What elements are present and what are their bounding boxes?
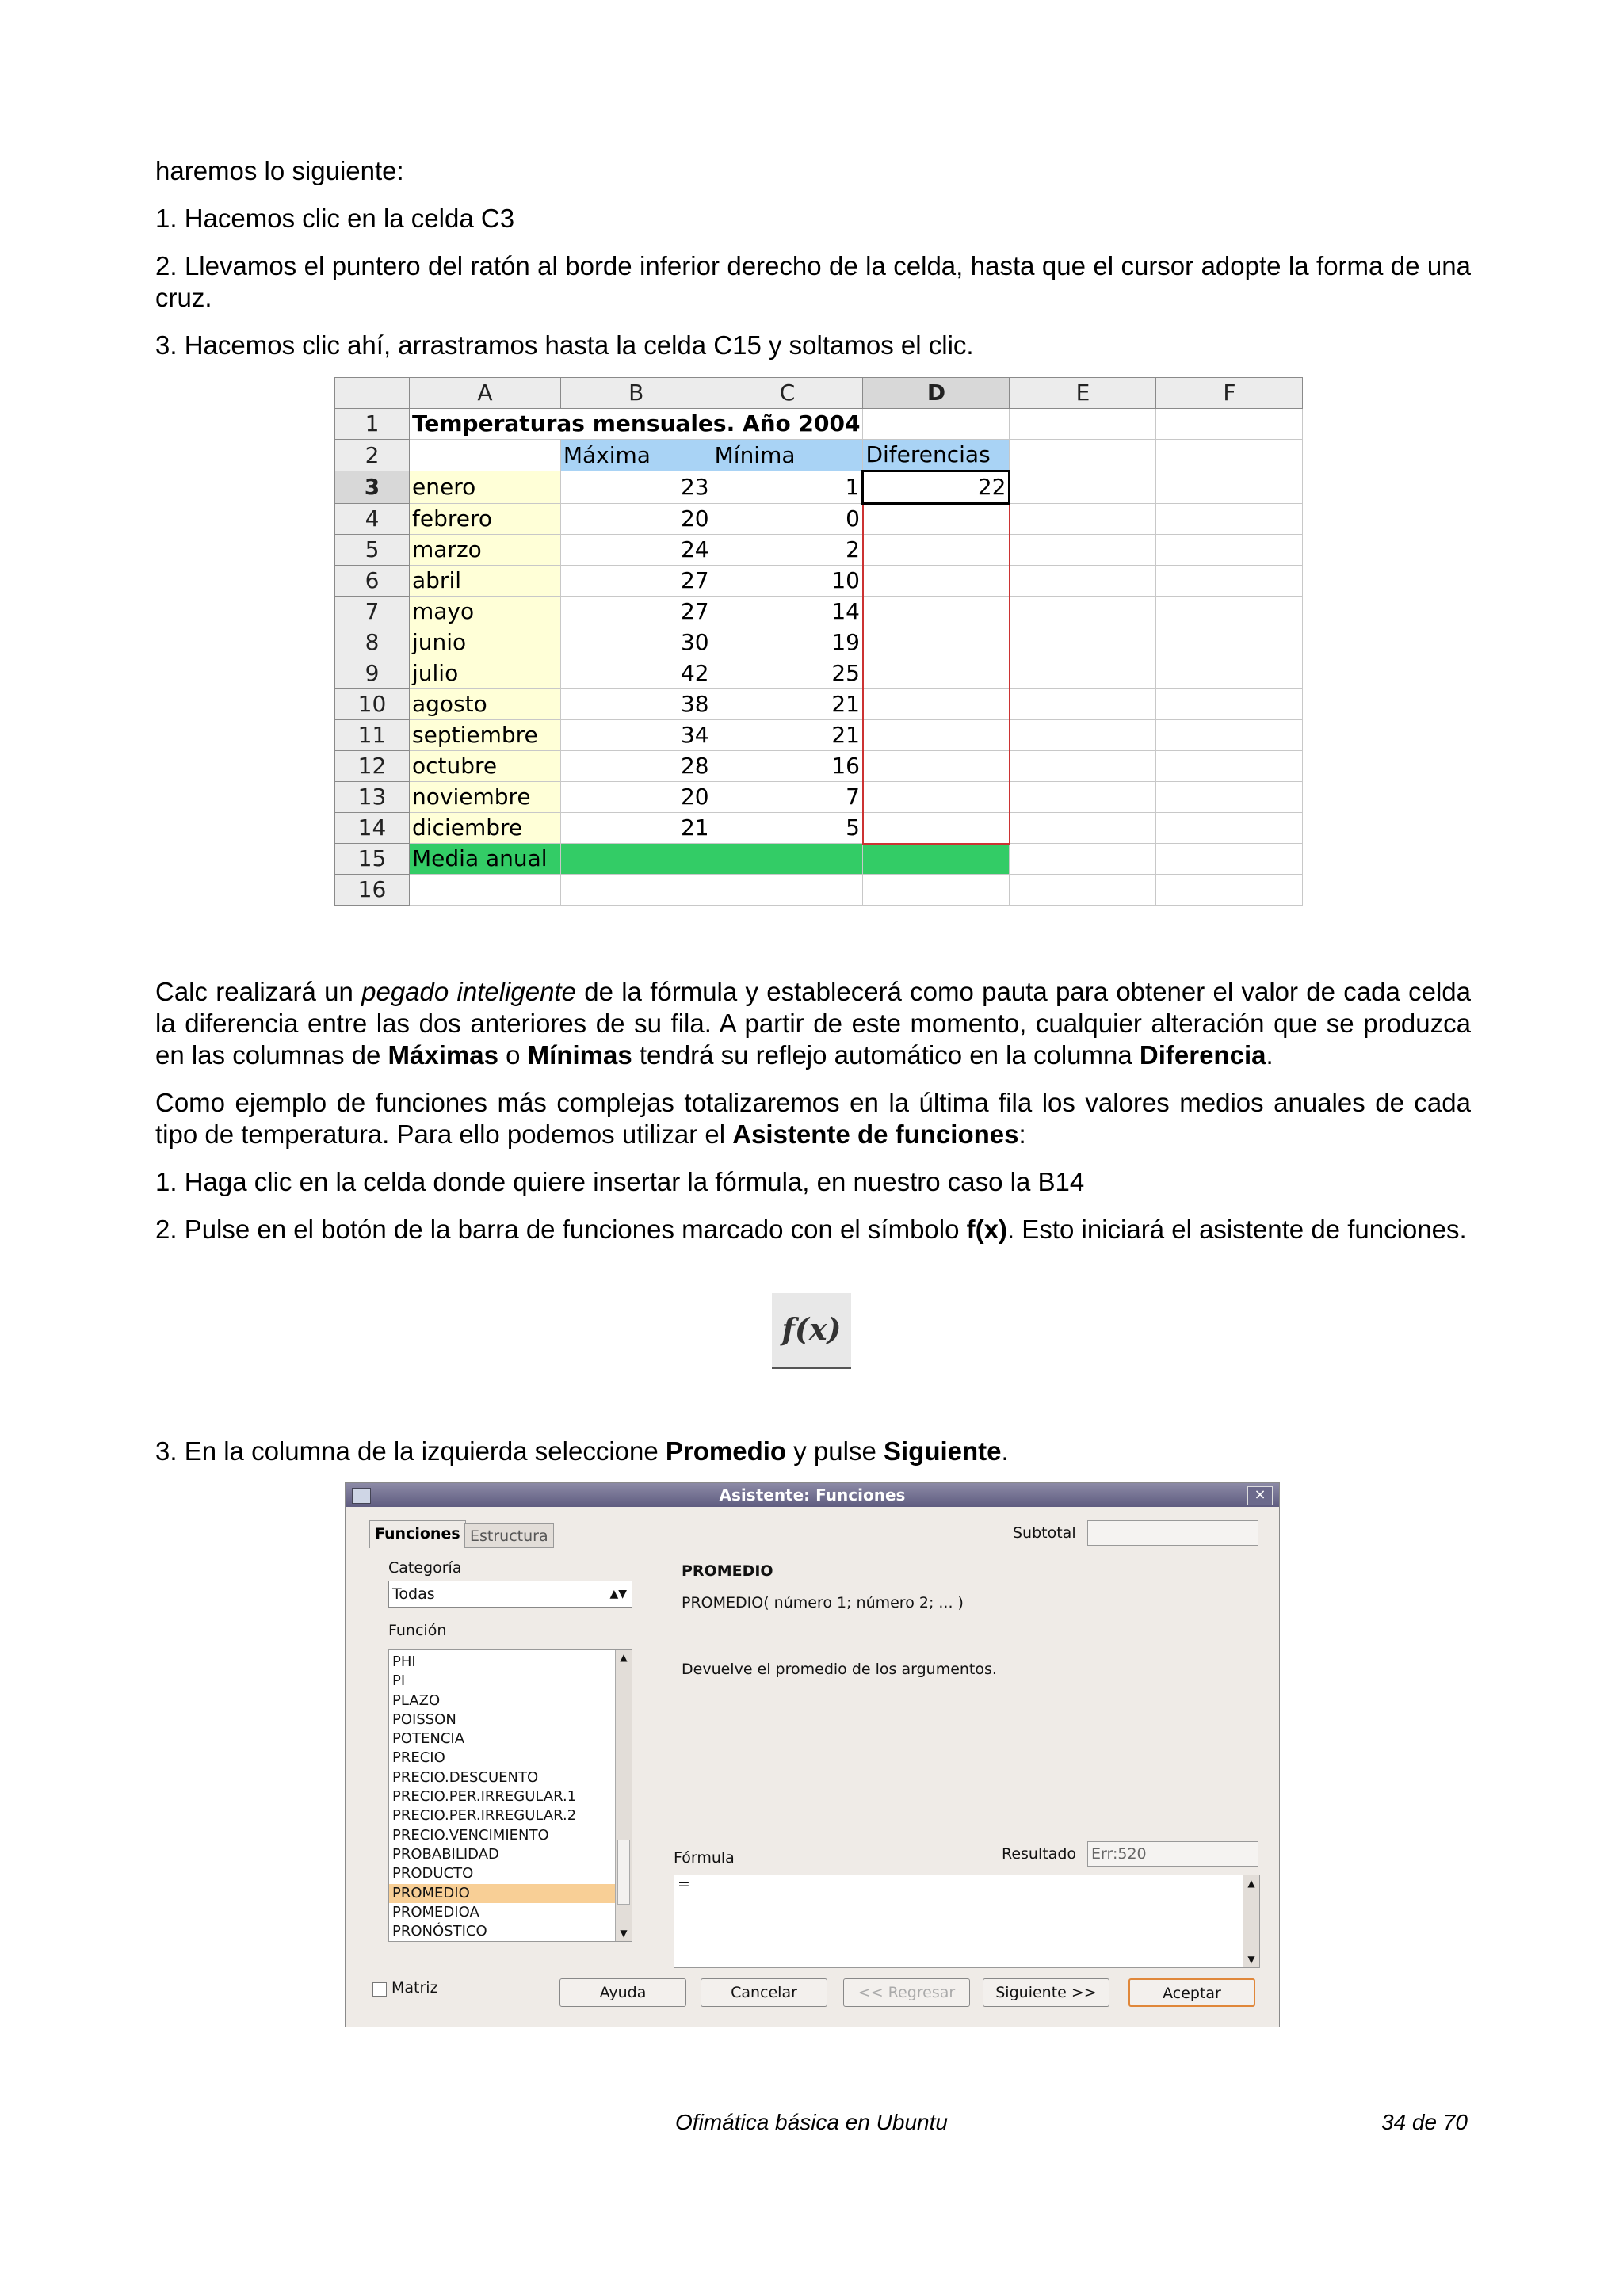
text-bold: Máximas [388,1040,498,1070]
function-name: PROMEDIO [682,1562,773,1580]
cell[interactable] [1156,813,1303,844]
header-diferencias[interactable]: Diferencias [863,440,1010,471]
max-cell[interactable]: 20 [560,782,712,813]
table-row [335,627,1303,658]
header-maxima[interactable]: Máxima [560,440,712,471]
row-header[interactable]: 11 [335,720,410,751]
cell[interactable] [560,844,712,875]
row-header[interactable]: 12 [335,751,410,782]
min-cell[interactable]: 7 [712,782,863,813]
table-row [335,720,1303,751]
text: 2. Pulse en el botón de la barra de funciones marcado con el símbolo [155,1215,967,1244]
cell[interactable] [1156,627,1303,658]
diff-cell[interactable] [863,566,1010,597]
step-b [155,1214,1471,1245]
text-bold: Promedio [665,1436,787,1466]
table-row [335,658,1303,689]
cell[interactable] [1010,658,1156,689]
text: . [1001,1436,1009,1466]
diff-cell[interactable] [863,535,1010,566]
cell[interactable] [1010,627,1156,658]
diff-cell[interactable] [863,627,1010,658]
text: y pulse [786,1436,884,1466]
list-item[interactable]: PI [392,1672,406,1690]
window-app-icon [352,1488,371,1504]
row-header[interactable]: 15 [335,844,410,875]
month-cell[interactable]: octubre [410,751,561,782]
text: de la fórmula y establecerá como pauta para obtener el valor de cada celda la diferencia entre las dos anteriores de su fila. A partir de este momento, cualquier alteración que se produzca en las columnas de [155,977,1471,1070]
min-cell[interactable]: 5 [712,813,863,844]
month-cell[interactable]: febrero [410,504,561,535]
table-row [335,504,1303,535]
text-italic: pegado inteligente [361,977,576,1006]
close-button[interactable]: × [1247,1486,1273,1505]
max-cell[interactable]: 21 [560,813,712,844]
cell[interactable] [1156,751,1303,782]
diff-cell[interactable]: 22 [863,471,1010,504]
min-cell[interactable]: 21 [712,689,863,720]
table-row [335,597,1303,627]
diff-cell[interactable] [863,689,1010,720]
text: 3. En la columna de la izquierda seleccione [155,1436,666,1466]
max-cell[interactable]: 20 [560,504,712,535]
step-2: 2. Llevamos el puntero del ratón al borde inferior derecho de la celda, hasta que el cursor adopte la forma de una cruz. [155,251,1471,312]
list-item[interactable]: PRECIO [392,1749,445,1767]
cell[interactable] [1010,720,1156,751]
list-item[interactable]: POTENCIA [392,1730,465,1748]
max-cell[interactable]: 27 [560,566,712,597]
min-cell[interactable]: 25 [712,658,863,689]
row-header[interactable]: 4 [335,504,410,535]
cell[interactable] [1010,597,1156,627]
row-header[interactable]: 9 [335,658,410,689]
cell[interactable] [1156,875,1303,906]
formula-scrollbar[interactable] [1243,1875,1259,1967]
table-row [335,535,1303,566]
month-cell[interactable]: septiembre [410,720,561,751]
footer-title: Ofimática básica en Ubuntu [675,2110,948,2134]
result-field: Err:520 [1087,1841,1258,1867]
month-cell[interactable]: julio [410,658,561,689]
step-3: 3. Hacemos clic ahí, arrastramos hasta la celda C15 y soltamos el clic. [155,330,974,360]
month-cell[interactable]: noviembre [410,782,561,813]
cell[interactable] [1010,535,1156,566]
list-item[interactable]: PROMEDIOA [392,1903,479,1920]
text: . [1266,1040,1274,1070]
max-cell[interactable]: 24 [560,535,712,566]
cancel-button[interactable]: Cancelar [701,1978,827,2007]
row-header[interactable]: 5 [335,535,410,566]
cell[interactable] [863,409,1010,440]
row-header[interactable]: 2 [335,440,410,471]
list-item[interactable]: PRODUCTO [392,1865,474,1882]
month-cell[interactable]: diciembre [410,813,561,844]
cell[interactable] [410,875,561,906]
cell[interactable] [410,440,561,471]
help-button[interactable]: Ayuda [559,1978,686,2007]
month-cell[interactable]: marzo [410,535,561,566]
column-header-c[interactable]: C [712,378,863,409]
text: Como ejemplo de funciones más complejas totalizaremos en la última fila los valores medios anuales de cada tipo de temperatura. Para ello podemos utilizar el [155,1088,1471,1149]
column-header-a[interactable]: A [410,378,561,409]
ok-button[interactable]: Aceptar [1128,1978,1255,2007]
formula-input[interactable] [674,1875,1260,1968]
row-header[interactable]: 14 [335,813,410,844]
min-cell[interactable]: 10 [712,566,863,597]
column-header-b[interactable]: B [560,378,712,409]
diff-cell[interactable] [863,597,1010,627]
row-header[interactable]: 8 [335,627,410,658]
table-row [335,813,1303,844]
cell[interactable] [1010,782,1156,813]
list-item[interactable]: PROMEDIO [389,1884,632,1903]
cell[interactable] [1156,566,1303,597]
fx-button[interactable]: f(x) [772,1293,851,1369]
function-description: Devuelve el promedio de los argumentos. [682,1661,997,1678]
scroll-thumb[interactable] [617,1840,630,1905]
cell[interactable] [1156,504,1303,535]
row-header[interactable]: 10 [335,689,410,720]
cell[interactable] [1010,751,1156,782]
table-row [335,566,1303,597]
text-bold: Asistente de funciones [732,1119,1019,1149]
text: tendrá su reflejo automático en la columna [632,1040,1140,1070]
text: o [498,1040,528,1070]
function-list[interactable] [388,1649,632,1942]
row-header[interactable]: 3 [335,471,410,504]
list-item[interactable]: PRECIO.PER.IRREGULAR.2 [392,1807,577,1825]
max-cell[interactable]: 34 [560,720,712,751]
month-cell[interactable]: mayo [410,597,561,627]
scroll-down-icon[interactable]: ▼ [620,1928,628,1939]
table-row [335,689,1303,720]
spin-arrows-icon: ▲▼ [609,1588,627,1600]
function-label: Función [388,1622,447,1639]
list-item[interactable]: PRECIO.VENCIMIENTO [392,1826,549,1844]
min-cell[interactable]: 2 [712,535,863,566]
cell[interactable] [1156,658,1303,689]
sheet-title-cell[interactable]: Temperaturas mensuales. Año 2004 [410,409,863,440]
category-select[interactable] [388,1581,632,1608]
diff-cell[interactable] [863,504,1010,535]
list-item[interactable]: PHI [392,1653,416,1670]
cell[interactable] [1156,471,1303,504]
row-header[interactable]: 7 [335,597,410,627]
row-header[interactable]: 1 [335,409,410,440]
min-cell[interactable]: 14 [712,597,863,627]
max-cell[interactable]: 42 [560,658,712,689]
column-header-d[interactable]: D [863,378,1010,409]
list-item[interactable]: PRONÓSTICO [392,1923,487,1940]
diff-cell[interactable] [863,720,1010,751]
step-a: 1. Haga clic en la celda donde quiere insertar la fórmula, en nuestro caso la B14 [155,1167,1085,1196]
list-item[interactable]: PLAZO [392,1691,441,1709]
list-item[interactable]: POISSON [392,1711,456,1728]
diff-cell[interactable] [863,782,1010,813]
cell[interactable] [1010,844,1156,875]
cell[interactable] [1010,566,1156,597]
min-cell[interactable]: 16 [712,751,863,782]
max-cell[interactable]: 28 [560,751,712,782]
max-cell[interactable]: 38 [560,689,712,720]
cell[interactable] [1156,440,1303,471]
max-cell[interactable]: 30 [560,627,712,658]
text-bold: f(x) [966,1215,1007,1244]
cell[interactable] [1156,844,1303,875]
text-bold: Siguiente [884,1436,1002,1466]
row-header[interactable]: 6 [335,566,410,597]
spreadsheet [334,377,1303,906]
cell[interactable] [1010,409,1156,440]
max-cell[interactable]: 27 [560,597,712,627]
cell[interactable] [1156,535,1303,566]
header-minima[interactable]: Mínima [712,440,863,471]
min-cell[interactable]: 19 [712,627,863,658]
next-button[interactable]: Siguiente >> [983,1978,1109,2007]
cell[interactable] [1156,689,1303,720]
matrix-checkbox[interactable] [372,1982,387,1997]
dialog-titlebar[interactable]: Asistente: Funciones [346,1483,1279,1507]
text-bold: Mínimas [527,1040,632,1070]
category-label: Categoría [388,1559,462,1577]
cell[interactable] [1010,813,1156,844]
cell[interactable] [1010,689,1156,720]
back-button[interactable]: << Regresar [843,1978,970,2007]
list-item[interactable]: PROBABILIDAD [392,1845,499,1863]
cell[interactable] [1156,782,1303,813]
cell[interactable] [1156,597,1303,627]
cell[interactable] [863,875,1010,906]
step-c [155,1436,1471,1467]
diff-cell[interactable] [863,658,1010,689]
subtotal-label: Subtotal [1013,1524,1076,1542]
diff-cell[interactable] [863,813,1010,844]
column-header-e[interactable]: E [1010,378,1156,409]
month-cell[interactable]: agosto [410,689,561,720]
paragraph-pegado [155,976,1471,1071]
text: : [1018,1119,1026,1149]
tab-functions[interactable]: Funciones [369,1520,466,1548]
table-row [335,782,1303,813]
table-row [335,471,1303,504]
cell[interactable] [1010,504,1156,535]
scroll-up-icon[interactable]: ▲ [1247,1878,1255,1889]
formula-label: Fórmula [674,1849,735,1867]
text: Calc realizará un [155,977,362,1006]
list-item[interactable]: PRECIO.PER.IRREGULAR.1 [392,1788,577,1806]
cell[interactable] [1156,409,1303,440]
cell[interactable] [863,844,1010,875]
media-anual-cell[interactable]: Media anual [410,844,561,875]
function-syntax: PROMEDIO( número 1; número 2; ... ) [682,1594,964,1611]
cell[interactable] [560,875,712,906]
text: . Esto iniciará el asistente de funciones. [1006,1215,1467,1244]
cell[interactable] [1010,440,1156,471]
text-bold: Diferencia [1139,1040,1266,1070]
paragraph-asistente [155,1087,1471,1150]
subtotal-field[interactable] [1087,1520,1258,1546]
month-cell[interactable]: abril [410,566,561,597]
diff-cell[interactable] [863,751,1010,782]
category-value: Todas [392,1585,435,1603]
page-number: 34 de 70 [1381,2110,1468,2134]
cell[interactable] [712,844,863,875]
cell[interactable] [712,875,863,906]
result-label: Resultado [1002,1845,1077,1863]
cell[interactable] [1010,471,1156,504]
scroll-up-icon[interactable]: ▲ [620,1652,628,1663]
month-cell[interactable]: enero [410,471,561,504]
list-item[interactable]: PRECIO.DESCUENTO [392,1768,539,1786]
intro-line: haremos lo siguiente: [155,156,404,185]
month-cell[interactable]: junio [410,627,561,658]
column-header-f[interactable]: F [1156,378,1303,409]
scroll-down-icon[interactable]: ▼ [1247,1954,1255,1965]
matrix-label: Matriz [391,1979,438,1997]
table-row [335,751,1303,782]
row-header[interactable]: 16 [335,875,410,906]
formula-value: = [678,1875,690,1893]
min-cell[interactable]: 0 [712,504,863,535]
tab-structure[interactable]: Estructura [464,1523,554,1548]
min-cell[interactable]: 1 [712,471,863,504]
row-header[interactable]: 13 [335,782,410,813]
cell[interactable] [1156,720,1303,751]
step-1: 1. Hacemos clic en la celda C3 [155,204,515,233]
max-cell[interactable]: 23 [560,471,712,504]
corner-cell[interactable] [335,378,410,409]
min-cell[interactable]: 21 [712,720,863,751]
cell[interactable] [1010,875,1156,906]
function-wizard-dialog [345,1482,1280,2027]
function-list-scrollbar[interactable] [615,1650,632,1941]
